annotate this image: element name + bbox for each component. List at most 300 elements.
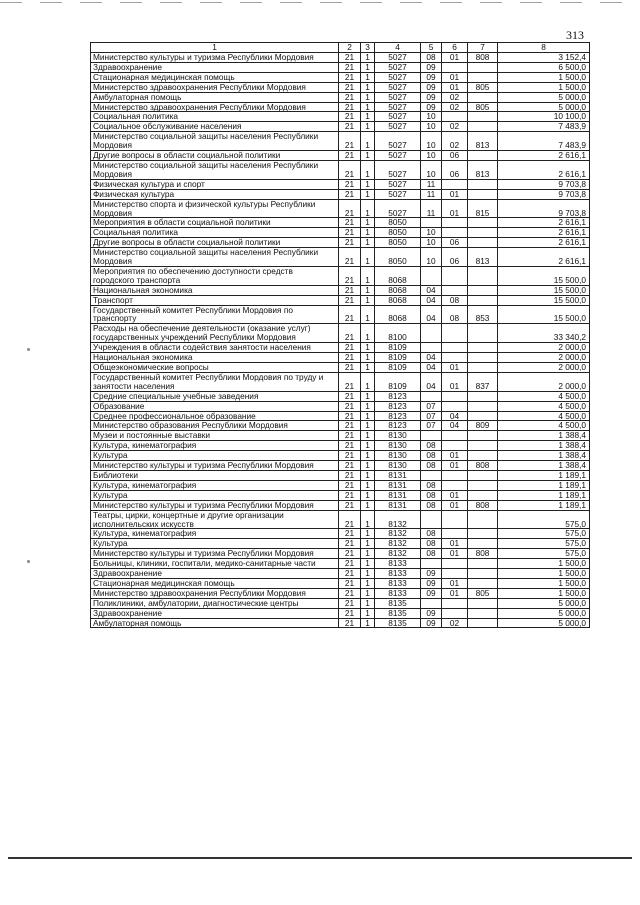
code-ministry-cell: 21 (339, 324, 361, 343)
table-row (91, 431, 590, 441)
code-section-cell: 11 (421, 189, 442, 199)
code-ministry-cell: 21 (339, 549, 361, 559)
table-row (91, 510, 590, 529)
code-section-cell: 09 (421, 569, 442, 579)
code-subsection-cell: 06 (442, 151, 468, 161)
code-department-cell (468, 92, 498, 102)
code-sub-cell: 1 (361, 285, 375, 295)
row-name-cell: Национальная экономика (91, 285, 339, 295)
code-ministry-cell: 21 (339, 151, 361, 161)
amount-cell: 2 616,1 (498, 238, 590, 248)
amount-cell: 33 340,2 (498, 324, 590, 343)
code-section-cell (421, 470, 442, 480)
row-name-cell: Больницы, клиники, госпитали, медико-санитарные части (91, 559, 339, 569)
code-department-cell (468, 179, 498, 189)
code-department-cell (468, 343, 498, 353)
code-department-cell (468, 218, 498, 228)
table-row (91, 112, 590, 122)
code-article-cell: 8109 (375, 363, 421, 373)
amount-cell: 575,0 (498, 529, 590, 539)
row-name-cell: Мероприятия по обеспечению доступности средств городского транспорта (91, 266, 339, 285)
code-subsection-cell (442, 179, 468, 189)
code-department-cell: 808 (468, 53, 498, 63)
code-subsection-cell: 02 (442, 132, 468, 151)
row-name-cell: Министерство культуры и туризма Республики Мордовия (91, 549, 339, 559)
amount-cell: 4 500,0 (498, 401, 590, 411)
code-department-cell (468, 441, 498, 451)
amount-cell: 1 388,4 (498, 451, 590, 461)
amount-cell: 1 500,0 (498, 569, 590, 579)
row-name-cell: Транспорт (91, 295, 339, 305)
code-sub-cell: 1 (361, 461, 375, 471)
code-ministry-cell: 21 (339, 500, 361, 510)
code-ministry-cell: 21 (339, 559, 361, 569)
code-section-cell: 08 (421, 441, 442, 451)
code-ministry-cell: 21 (339, 372, 361, 391)
table-row (91, 266, 590, 285)
table-header-row (91, 43, 590, 53)
code-ministry-cell: 21 (339, 82, 361, 92)
code-department-cell (468, 266, 498, 285)
code-subsection-cell: 01 (442, 189, 468, 199)
code-sub-cell: 1 (361, 53, 375, 63)
code-sub-cell: 1 (361, 391, 375, 401)
row-name-cell: Здравоохранение (91, 569, 339, 579)
code-section-cell (421, 391, 442, 401)
code-section-cell: 04 (421, 295, 442, 305)
code-subsection-cell (442, 559, 468, 569)
code-sub-cell: 1 (361, 480, 375, 490)
row-name-cell: Социальная политика (91, 112, 339, 122)
amount-cell: 3 152,4 (498, 53, 590, 63)
code-subsection-cell: 02 (442, 92, 468, 102)
code-article-cell: 8131 (375, 500, 421, 510)
amount-cell: 5 000,0 (498, 618, 590, 628)
table-row (91, 461, 590, 471)
amount-cell: 1 500,0 (498, 578, 590, 588)
table-row (91, 480, 590, 490)
code-subsection-cell (442, 510, 468, 529)
row-name-cell: Культура, кинематография (91, 529, 339, 539)
code-subsection-cell: 04 (442, 411, 468, 421)
code-sub-cell: 1 (361, 608, 375, 618)
code-subsection-cell (442, 285, 468, 295)
code-article-cell: 8068 (375, 266, 421, 285)
code-section-cell: 09 (421, 588, 442, 598)
code-section-cell (421, 598, 442, 608)
code-article-cell: 8133 (375, 588, 421, 598)
code-section-cell: 04 (421, 305, 442, 324)
row-name-cell: Национальная экономика (91, 353, 339, 363)
code-section-cell: 07 (421, 421, 442, 431)
code-subsection-cell: 01 (442, 578, 468, 588)
code-subsection-cell: 02 (442, 102, 468, 112)
code-sub-cell: 1 (361, 421, 375, 431)
code-sub-cell: 1 (361, 295, 375, 305)
code-section-cell: 10 (421, 160, 442, 179)
code-article-cell: 5027 (375, 72, 421, 82)
code-ministry-cell: 21 (339, 391, 361, 401)
code-department-cell (468, 151, 498, 161)
code-ministry-cell: 21 (339, 441, 361, 451)
code-sub-cell: 1 (361, 500, 375, 510)
code-article-cell: 8132 (375, 529, 421, 539)
code-article-cell: 8132 (375, 549, 421, 559)
amount-cell: 2 616,1 (498, 151, 590, 161)
row-name-cell: Государственный комитет Республики Мордовия по транспорту (91, 305, 339, 324)
code-department-cell (468, 598, 498, 608)
table-row (91, 82, 590, 92)
code-ministry-cell: 21 (339, 480, 361, 490)
code-department-cell: 808 (468, 549, 498, 559)
code-ministry-cell: 21 (339, 569, 361, 579)
code-sub-cell: 1 (361, 122, 375, 132)
code-article-cell: 8130 (375, 451, 421, 461)
code-department-cell (468, 62, 498, 72)
table-row (91, 363, 590, 373)
code-department-cell (468, 391, 498, 401)
code-article-cell: 8135 (375, 608, 421, 618)
code-article-cell: 5027 (375, 179, 421, 189)
code-ministry-cell: 21 (339, 62, 361, 72)
code-section-cell: 10 (421, 248, 442, 267)
table-row (91, 451, 590, 461)
code-department-cell (468, 451, 498, 461)
code-sub-cell: 1 (361, 179, 375, 189)
amount-cell: 2 000,0 (498, 372, 590, 391)
code-article-cell: 8109 (375, 372, 421, 391)
code-sub-cell: 1 (361, 266, 375, 285)
table-row (91, 401, 590, 411)
row-name-cell: Мероприятия в области социальной политики (91, 218, 339, 228)
table-row (91, 441, 590, 451)
code-department-cell (468, 618, 498, 628)
column-header: 2 (339, 43, 361, 53)
row-name-cell: Физическая культура и спорт (91, 179, 339, 189)
table-row (91, 228, 590, 238)
code-section-cell: 07 (421, 401, 442, 411)
amount-cell: 15 500,0 (498, 305, 590, 324)
code-article-cell: 8132 (375, 539, 421, 549)
code-article-cell: 8131 (375, 470, 421, 480)
code-subsection-cell (442, 431, 468, 441)
table-row (91, 199, 590, 218)
code-department-cell (468, 608, 498, 618)
code-department-cell (468, 569, 498, 579)
code-subsection-cell: 04 (442, 421, 468, 431)
row-name-cell: Театры, цирки, концертные и другие организации исполнительских искусств (91, 510, 339, 529)
amount-cell: 9 703,8 (498, 199, 590, 218)
code-section-cell (421, 343, 442, 353)
code-subsection-cell: 01 (442, 82, 468, 92)
code-subsection-cell (442, 569, 468, 579)
code-department-cell (468, 238, 498, 248)
amount-cell: 4 500,0 (498, 421, 590, 431)
code-department-cell: 808 (468, 500, 498, 510)
row-name-cell: Поликлиники, амбулатории, диагностические центры (91, 598, 339, 608)
code-department-cell: 853 (468, 305, 498, 324)
code-article-cell: 8123 (375, 401, 421, 411)
table-row (91, 238, 590, 248)
code-ministry-cell: 21 (339, 228, 361, 238)
code-article-cell: 8133 (375, 559, 421, 569)
code-department-cell (468, 189, 498, 199)
table-row (91, 62, 590, 72)
code-department-cell (468, 431, 498, 441)
code-section-cell: 08 (421, 539, 442, 549)
table-row (91, 549, 590, 559)
code-subsection-cell (442, 62, 468, 72)
code-section-cell: 09 (421, 102, 442, 112)
scan-bottom-edge (8, 857, 632, 859)
code-sub-cell: 1 (361, 151, 375, 161)
code-ministry-cell: 21 (339, 248, 361, 267)
code-section-cell: 08 (421, 53, 442, 63)
table-row (91, 53, 590, 63)
amount-cell: 7 483,9 (498, 122, 590, 132)
code-subsection-cell (442, 228, 468, 238)
row-name-cell: Министерство здравоохранения Республики Мордовия (91, 102, 339, 112)
row-name-cell: Культура (91, 490, 339, 500)
code-sub-cell: 1 (361, 112, 375, 122)
code-ministry-cell: 21 (339, 305, 361, 324)
code-section-cell: 09 (421, 62, 442, 72)
code-subsection-cell: 01 (442, 549, 468, 559)
code-sub-cell: 1 (361, 160, 375, 179)
row-name-cell: Другие вопросы в области социальной политики (91, 238, 339, 248)
code-department-cell: 805 (468, 82, 498, 92)
table-row (91, 569, 590, 579)
code-department-cell (468, 578, 498, 588)
code-sub-cell: 1 (361, 441, 375, 451)
amount-cell: 2 616,1 (498, 248, 590, 267)
code-ministry-cell: 21 (339, 266, 361, 285)
budget-table (90, 42, 590, 628)
row-name-cell: Министерство социальной защиты населения Республики Мордовия (91, 160, 339, 179)
scan-top-edge (0, 2, 640, 3)
code-article-cell: 8130 (375, 461, 421, 471)
row-name-cell: Культура, кинематография (91, 441, 339, 451)
code-department-cell (468, 353, 498, 363)
code-subsection-cell: 02 (442, 618, 468, 628)
code-ministry-cell: 21 (339, 578, 361, 588)
code-ministry-cell: 21 (339, 529, 361, 539)
code-subsection-cell: 01 (442, 588, 468, 598)
code-department-cell (468, 324, 498, 343)
code-sub-cell: 1 (361, 102, 375, 112)
code-ministry-cell: 21 (339, 421, 361, 431)
code-sub-cell: 1 (361, 549, 375, 559)
column-header: 3 (361, 43, 375, 53)
code-article-cell: 8133 (375, 569, 421, 579)
code-section-cell (421, 324, 442, 343)
code-subsection-cell: 01 (442, 490, 468, 500)
code-section-cell: 11 (421, 199, 442, 218)
amount-cell: 1 189,1 (498, 500, 590, 510)
code-subsection-cell (442, 343, 468, 353)
code-section-cell: 10 (421, 122, 442, 132)
code-section-cell: 08 (421, 480, 442, 490)
row-name-cell: Культура (91, 451, 339, 461)
row-name-cell: Образование (91, 401, 339, 411)
table-row (91, 411, 590, 421)
amount-cell: 15 500,0 (498, 285, 590, 295)
code-ministry-cell: 21 (339, 112, 361, 122)
code-subsection-cell (442, 391, 468, 401)
code-subsection-cell: 01 (442, 451, 468, 461)
amount-cell: 1 500,0 (498, 72, 590, 82)
code-department-cell (468, 295, 498, 305)
code-article-cell: 8133 (375, 578, 421, 588)
code-section-cell: 09 (421, 578, 442, 588)
code-article-cell: 8050 (375, 248, 421, 267)
column-header: 7 (468, 43, 498, 53)
row-name-cell: Здравоохранение (91, 608, 339, 618)
amount-cell: 1 388,4 (498, 461, 590, 471)
code-sub-cell: 1 (361, 82, 375, 92)
amount-cell: 4 500,0 (498, 391, 590, 401)
code-subsection-cell (442, 470, 468, 480)
code-article-cell: 8123 (375, 421, 421, 431)
table-row (91, 160, 590, 179)
code-department-cell: 813 (468, 132, 498, 151)
code-ministry-cell: 21 (339, 132, 361, 151)
amount-cell: 7 483,9 (498, 132, 590, 151)
code-department-cell (468, 529, 498, 539)
code-ministry-cell: 21 (339, 608, 361, 618)
code-sub-cell: 1 (361, 132, 375, 151)
code-section-cell (421, 431, 442, 441)
code-section-cell: 08 (421, 529, 442, 539)
code-ministry-cell: 21 (339, 490, 361, 500)
code-sub-cell: 1 (361, 401, 375, 411)
amount-cell: 6 500,0 (498, 62, 590, 72)
table-row (91, 470, 590, 480)
amount-cell: 575,0 (498, 549, 590, 559)
row-name-cell: Физическая культура (91, 189, 339, 199)
code-subsection-cell: 01 (442, 500, 468, 510)
code-article-cell: 8123 (375, 391, 421, 401)
table-row (91, 122, 590, 132)
punch-hole-mark (27, 348, 30, 351)
code-department-cell (468, 411, 498, 421)
code-ministry-cell: 21 (339, 470, 361, 480)
code-ministry-cell: 21 (339, 343, 361, 353)
table-row (91, 72, 590, 82)
code-ministry-cell: 21 (339, 539, 361, 549)
code-sub-cell: 1 (361, 248, 375, 267)
code-section-cell: 09 (421, 72, 442, 82)
row-name-cell: Музеи и постоянные выставки (91, 431, 339, 441)
amount-cell: 575,0 (498, 510, 590, 529)
code-section-cell: 08 (421, 500, 442, 510)
row-name-cell: Учреждения в области содействия занятости населения (91, 343, 339, 353)
table-row (91, 588, 590, 598)
table-body (91, 53, 590, 628)
amount-cell: 5 000,0 (498, 102, 590, 112)
code-article-cell: 5027 (375, 189, 421, 199)
code-article-cell: 8068 (375, 295, 421, 305)
code-article-cell: 8050 (375, 238, 421, 248)
code-sub-cell: 1 (361, 411, 375, 421)
amount-cell: 5 000,0 (498, 598, 590, 608)
code-section-cell (421, 266, 442, 285)
code-section-cell: 09 (421, 618, 442, 628)
row-name-cell: Государственный комитет Республики Мордовия по труду и занятости населения (91, 372, 339, 391)
code-ministry-cell: 21 (339, 238, 361, 248)
code-subsection-cell: 01 (442, 72, 468, 82)
table-row (91, 353, 590, 363)
code-department-cell (468, 228, 498, 238)
code-ministry-cell: 21 (339, 598, 361, 608)
amount-cell: 1 500,0 (498, 559, 590, 569)
row-name-cell: Социальная политика (91, 228, 339, 238)
code-department-cell (468, 363, 498, 373)
code-subsection-cell: 08 (442, 295, 468, 305)
code-sub-cell: 1 (361, 353, 375, 363)
code-ministry-cell: 21 (339, 218, 361, 228)
code-sub-cell: 1 (361, 189, 375, 199)
code-article-cell: 8130 (375, 441, 421, 451)
amount-cell: 2 000,0 (498, 353, 590, 363)
code-section-cell (421, 510, 442, 529)
row-name-cell: Культура, кинематография (91, 480, 339, 490)
code-sub-cell: 1 (361, 92, 375, 102)
code-article-cell: 8131 (375, 480, 421, 490)
code-department-cell (468, 539, 498, 549)
table-row (91, 218, 590, 228)
code-department-cell (468, 490, 498, 500)
code-sub-cell: 1 (361, 343, 375, 353)
code-subsection-cell (442, 608, 468, 618)
row-name-cell: Другие вопросы в области социальной политики (91, 151, 339, 161)
code-subsection-cell: 08 (442, 305, 468, 324)
amount-cell: 1 189,1 (498, 480, 590, 490)
code-section-cell: 10 (421, 151, 442, 161)
code-department-cell (468, 559, 498, 569)
code-section-cell: 07 (421, 411, 442, 421)
code-article-cell: 8131 (375, 490, 421, 500)
table-row (91, 132, 590, 151)
code-article-cell: 8068 (375, 305, 421, 324)
row-name-cell: Министерство здравоохранения Республики Мордовия (91, 588, 339, 598)
row-name-cell: Культура (91, 539, 339, 549)
code-ministry-cell: 21 (339, 510, 361, 529)
amount-cell: 2 000,0 (498, 363, 590, 373)
amount-cell: 1 388,4 (498, 441, 590, 451)
table-row (91, 500, 590, 510)
code-section-cell: 11 (421, 179, 442, 189)
row-name-cell: Министерство спорта и физической культуры Республики Мордовия (91, 199, 339, 218)
amount-cell: 2 616,1 (498, 218, 590, 228)
code-subsection-cell: 01 (442, 461, 468, 471)
code-subsection-cell: 06 (442, 238, 468, 248)
code-sub-cell: 1 (361, 305, 375, 324)
code-subsection-cell (442, 353, 468, 363)
table-row (91, 92, 590, 102)
code-subsection-cell (442, 480, 468, 490)
row-name-cell: Амбулаторная помощь (91, 618, 339, 628)
row-name-cell: Общеэкономические вопросы (91, 363, 339, 373)
code-article-cell: 8109 (375, 353, 421, 363)
code-article-cell: 5027 (375, 199, 421, 218)
code-ministry-cell: 21 (339, 295, 361, 305)
code-sub-cell: 1 (361, 559, 375, 569)
code-sub-cell: 1 (361, 598, 375, 608)
code-article-cell: 8135 (375, 618, 421, 628)
amount-cell: 9 703,8 (498, 189, 590, 199)
code-article-cell: 5027 (375, 122, 421, 132)
